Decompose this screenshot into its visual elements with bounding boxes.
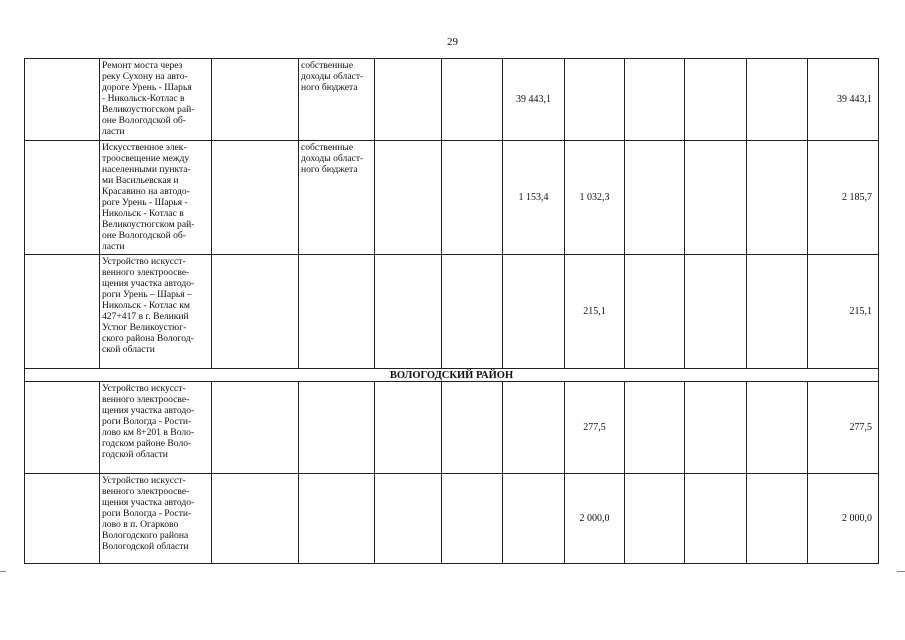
empty-cell: [685, 382, 747, 474]
value-cell: 1 032,3: [565, 141, 625, 255]
description-cell: [100, 59, 212, 141]
total-cell: 277,5: [808, 382, 879, 474]
empty-cell: [747, 382, 808, 474]
funding-source-cell: [299, 141, 375, 255]
empty-cell: [212, 255, 299, 369]
row-number-cell: [25, 255, 100, 369]
funding-source-cell: [299, 59, 375, 141]
empty-cell: [747, 59, 808, 141]
scan-edge-mark: [897, 571, 905, 572]
description-text: Ремонт моста через реку Сухону на авто- дороге Урень - Шарья - Никольск-Котлас в Великоустюгском рай- оне Вологодской об- ласти: [102, 60, 195, 137]
total-cell: 215,1: [808, 255, 879, 369]
table-row: [25, 141, 879, 255]
empty-cell: [442, 59, 503, 141]
row-number-cell: [25, 474, 100, 564]
value-cell: 1 153,4: [503, 141, 565, 255]
row-number-cell: [25, 59, 100, 141]
value-cell: 39 443,1: [503, 59, 565, 141]
table-row: [25, 474, 879, 564]
description-cell: [100, 141, 212, 255]
empty-cell: [685, 474, 747, 564]
funding-source-text: собственные доходы област- ного бюджета: [301, 60, 364, 93]
empty-cell: [625, 382, 685, 474]
total-cell: 39 443,1: [808, 59, 879, 141]
value-cell: [503, 382, 565, 474]
table-row: [25, 59, 879, 141]
description-text: Устройство искусст- венного электроосве- щения участка автодо- роги Вологда - Рости- лово в п. Огарково Вологодского района Вологодской области: [102, 475, 195, 552]
page-number: 29: [447, 36, 458, 48]
table-row: [25, 255, 879, 369]
description-cell: [100, 255, 212, 369]
empty-cell: [625, 255, 685, 369]
value-cell: [503, 255, 565, 369]
description-text: Искусственное элек- троосвещение между населенными пункта- ми Васильевская и Красавино на автодо- роге Урень - Шарья - Никольск - Котлас в Великоустюгском рай- оне Вологодской об- ласти: [102, 142, 195, 252]
section-row: [25, 369, 879, 382]
value-cell: [565, 59, 625, 141]
total-cell: 2 185,7: [808, 141, 879, 255]
budget-table: [24, 58, 879, 564]
empty-cell: [375, 255, 442, 369]
value-cell: 215,1: [565, 255, 625, 369]
table-row: [25, 382, 879, 474]
empty-cell: [685, 59, 747, 141]
empty-cell: [625, 474, 685, 564]
value-cell: 277,5: [565, 382, 625, 474]
description-cell: [100, 474, 212, 564]
funding-source-text: собственные доходы област- ного бюджета: [301, 142, 364, 175]
section-title: ВОЛОГОДСКИЙ РАЙОН: [25, 369, 879, 382]
empty-cell: [747, 255, 808, 369]
empty-cell: [212, 382, 299, 474]
value-cell: 2 000,0: [565, 474, 625, 564]
empty-cell: [375, 141, 442, 255]
empty-cell: [442, 255, 503, 369]
empty-cell: [442, 141, 503, 255]
empty-cell: [212, 59, 299, 141]
funding-source-cell: [299, 382, 375, 474]
empty-cell: [375, 59, 442, 141]
row-number-cell: [25, 382, 100, 474]
empty-cell: [442, 474, 503, 564]
empty-cell: [625, 141, 685, 255]
value-cell: [503, 474, 565, 564]
empty-cell: [747, 141, 808, 255]
empty-cell: [375, 474, 442, 564]
empty-cell: [685, 141, 747, 255]
row-number-cell: [25, 141, 100, 255]
description-cell: [100, 382, 212, 474]
description-text: Устройство искусст- венного электроосве- щения участка автодо- роги Вологда - Рости- лово км 8+201 в Воло- годском районе Воло- годской области: [102, 383, 195, 460]
total-cell: 2 000,0: [808, 474, 879, 564]
description-text: Устройство искусст- венного электроосве- щения участка автодо- роги Урень – Шарья – Никольск - Котлас км 427+417 в г. Великий Устюг Великоустюг- ского района Вологод- ской области: [102, 256, 195, 355]
empty-cell: [625, 59, 685, 141]
scan-edge-mark: [0, 571, 6, 572]
empty-cell: [375, 382, 442, 474]
empty-cell: [685, 255, 747, 369]
empty-cell: [442, 382, 503, 474]
funding-source-cell: [299, 474, 375, 564]
empty-cell: [212, 474, 299, 564]
funding-source-cell: [299, 255, 375, 369]
empty-cell: [747, 474, 808, 564]
empty-cell: [212, 141, 299, 255]
